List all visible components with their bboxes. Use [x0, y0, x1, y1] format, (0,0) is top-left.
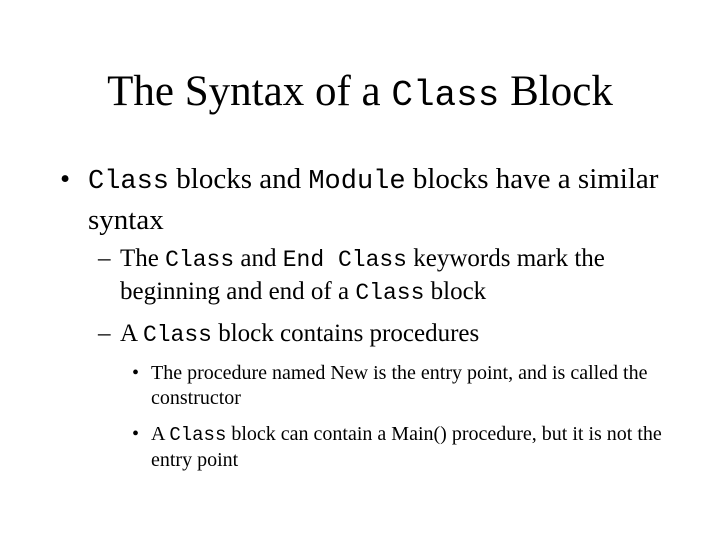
bullet-marker: •	[132, 362, 140, 384]
bullet-text	[88, 160, 670, 239]
code-keyword: Class	[142, 322, 212, 348]
text-run: blocks and	[169, 163, 309, 195]
subsubbullet-text	[151, 422, 672, 473]
text-run: block can contain a Main() procedure, but it is not the entry point	[151, 423, 662, 471]
subsubbullet-main-procedure	[132, 422, 672, 473]
title-code-keyword: Class	[391, 75, 500, 116]
subbullet-class-contains-procedures	[98, 318, 658, 351]
text-run: block contains procedures	[211, 320, 480, 347]
subsubbullet-text: The procedure named New is the entry point, and is called the constructor	[151, 362, 648, 409]
text-run: block	[424, 278, 487, 305]
code-keyword: Class	[169, 424, 227, 446]
bullet-marker: •	[60, 163, 71, 195]
subsubbullet-constructor	[132, 361, 672, 411]
code-keyword: Class	[355, 280, 425, 306]
subbullet-text	[120, 318, 658, 351]
bullet-class-module-syntax	[60, 160, 670, 239]
subbullet-class-keywords	[98, 243, 658, 309]
dash-marker: –	[98, 245, 111, 272]
code-keyword: Module	[308, 167, 406, 197]
slide-title	[0, 62, 720, 126]
text-run: A	[120, 320, 143, 347]
text-run: The	[120, 245, 166, 272]
dash-marker: –	[98, 320, 111, 347]
code-keyword: Class	[88, 167, 170, 197]
title-text-start: The Syntax of a	[107, 68, 392, 115]
code-keyword: Class	[324, 247, 407, 273]
text-run: A	[151, 423, 170, 445]
subbullet-text	[120, 243, 658, 309]
text-run: and	[234, 245, 283, 272]
bullet-marker: •	[132, 423, 140, 445]
text-run: keywords mark the beginning and end of a	[120, 245, 605, 305]
code-keyword: Class	[165, 247, 235, 273]
text-run: blocks have a similar syntax	[88, 163, 659, 236]
title-text-end: Block	[499, 68, 613, 115]
code-keyword: End	[282, 247, 325, 273]
